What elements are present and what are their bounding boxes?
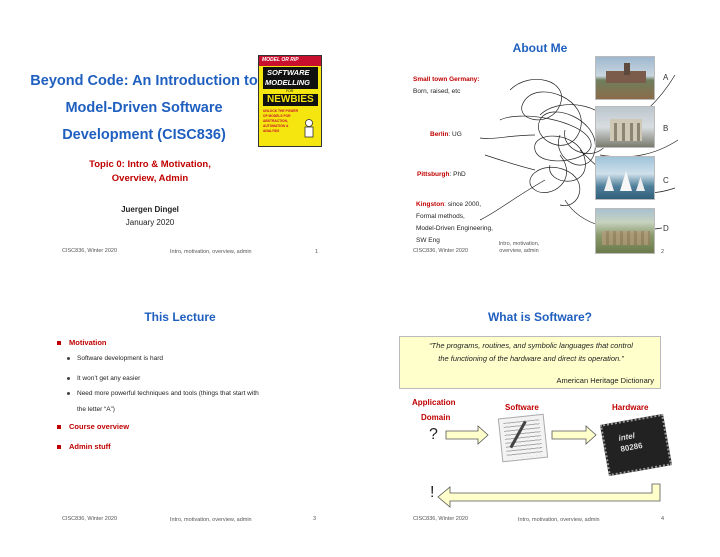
book-side-text: UNLOCK THE POWER OF MODELS FOR ABSTRACTION, AUTOMATION & ANALYSIS bbox=[263, 109, 298, 133]
kingston-line4: SW Eng bbox=[416, 237, 440, 244]
berlin-label: Berlin bbox=[430, 131, 449, 138]
definition-line1: “The programs, routines, and symbolic languages that control bbox=[429, 341, 633, 350]
label-software: Software bbox=[505, 403, 539, 412]
footer-topic: Intro, motivation, overview, admin bbox=[170, 249, 252, 255]
sub-bullet-3-cont bbox=[77, 406, 115, 413]
label-domain: Domain bbox=[421, 413, 451, 422]
photo-kingston bbox=[595, 208, 655, 254]
photo-pittsburgh bbox=[595, 156, 655, 200]
footer-topic-line2: overview, admin bbox=[499, 248, 539, 254]
slide-number: 3 bbox=[313, 516, 317, 522]
slide-2 bbox=[360, 0, 720, 278]
definition-line2: the functioning of the hardware and direct its operation.” bbox=[438, 354, 624, 363]
photo-tag-c: C bbox=[663, 176, 669, 185]
pittsburgh-label: Pittsburgh bbox=[417, 171, 450, 178]
sub-bullet-3-cont-text: the letter “A”) bbox=[77, 406, 115, 413]
sub-bullet-2 bbox=[67, 375, 140, 382]
photo-berlin bbox=[595, 106, 655, 148]
berlin-text: : UG bbox=[448, 131, 462, 138]
sub-bullet-1 bbox=[67, 355, 163, 362]
sub-bullet-3-text: Need more powerful techniques and tools (things that start with bbox=[77, 390, 259, 397]
topic-title bbox=[60, 158, 240, 186]
label-hardware: Hardware bbox=[612, 403, 649, 412]
bullet-admin-stuff bbox=[57, 442, 111, 451]
berlin-entry bbox=[430, 131, 462, 138]
bullet-admin-stuff-text: Admin stuff bbox=[69, 442, 111, 451]
question-mark: ? bbox=[429, 426, 438, 443]
slide-number: 1 bbox=[315, 249, 319, 255]
pittsburgh-entry bbox=[417, 171, 466, 178]
footer-course: CISC836, Winter 2020 bbox=[413, 248, 469, 254]
footer-topic-line1: Intro, motivation, bbox=[498, 241, 540, 247]
slide-4 bbox=[360, 279, 720, 557]
photo-tag-d: D bbox=[663, 224, 669, 233]
sub-bullet-2-text: It won’t get any easier bbox=[77, 375, 141, 382]
kingston-entry bbox=[416, 199, 493, 247]
pittsburgh-text: : PhD bbox=[449, 171, 466, 178]
book-banner-text: MODEL OR RIP bbox=[262, 57, 299, 63]
book-cover-image bbox=[258, 55, 322, 147]
sub-bullet-3 bbox=[67, 390, 259, 397]
kingston-line3: Model-Driven Engineering, bbox=[416, 225, 493, 232]
chip-model-text: 80286 bbox=[619, 440, 644, 454]
author-name: Juergen Dingel bbox=[121, 205, 179, 214]
slide-title-about-me: About Me bbox=[512, 41, 568, 55]
exclamation-mark: ! bbox=[430, 484, 435, 501]
photo-tag-b: B bbox=[663, 124, 669, 133]
book-for-text: FOR bbox=[286, 89, 294, 93]
lecture-date: January 2020 bbox=[125, 218, 175, 227]
slide-number: 4 bbox=[661, 516, 665, 522]
slide-number: 2 bbox=[661, 249, 665, 255]
footer-course: CISC836, Winter 2020 bbox=[62, 516, 118, 522]
bullet-course-overview bbox=[57, 422, 129, 431]
book-title-line1: SOFTWARE bbox=[267, 68, 310, 77]
course-title bbox=[25, 68, 263, 149]
footer-course: CISC836, Winter 2020 bbox=[62, 248, 118, 254]
slide-1 bbox=[0, 0, 360, 278]
small-town-text: Born, raised, etc bbox=[413, 88, 461, 95]
slide-3 bbox=[0, 279, 360, 557]
book-figure-icon bbox=[301, 118, 317, 140]
book-title-line2: MODELLING bbox=[265, 78, 310, 87]
kingston-text: : since 2000, bbox=[444, 201, 482, 208]
footer-topic bbox=[494, 241, 544, 255]
photo-tag-a: A bbox=[663, 73, 669, 82]
footer-course: CISC836, Winter 2020 bbox=[413, 516, 469, 522]
slide-title-what-is-software: What is Software? bbox=[487, 310, 592, 324]
footer-topic: Intro, motivation, overview, admin bbox=[170, 517, 252, 523]
slide-title-this-lecture: This Lecture bbox=[144, 310, 216, 324]
sub-bullet-1-text: Software development is hard bbox=[77, 355, 163, 362]
intel-chip-image bbox=[600, 414, 672, 476]
kingston-line2: Formal methods, bbox=[416, 213, 465, 220]
bullet-motivation bbox=[57, 338, 107, 347]
definition-source: American Heritage Dictionary bbox=[556, 376, 654, 385]
bullet-motivation-text: Motivation bbox=[69, 338, 107, 347]
small-town-label: Small town Germany: bbox=[413, 76, 480, 83]
kingston-label: Kingston bbox=[416, 201, 445, 208]
course-title-line3: Development (CISC836) bbox=[62, 127, 226, 143]
course-title-line1: Beyond Code: An Introduction to bbox=[30, 73, 258, 89]
footer-topic: Intro, motivation, overview, admin bbox=[518, 517, 600, 523]
source-code-paper-image bbox=[498, 414, 548, 463]
topic-line2: Overview, Admin bbox=[111, 173, 189, 184]
course-title-line2: Model-Driven Software bbox=[65, 100, 223, 116]
topic-line1: Topic 0: Intro & Motivation, bbox=[89, 159, 211, 170]
label-application: Application bbox=[412, 398, 456, 407]
photo-small-town bbox=[595, 56, 655, 100]
chip-brand-text: intel bbox=[617, 431, 636, 443]
book-newbies-text: NEWBIES bbox=[267, 94, 314, 105]
bullet-course-overview-text: Course overview bbox=[69, 422, 130, 431]
